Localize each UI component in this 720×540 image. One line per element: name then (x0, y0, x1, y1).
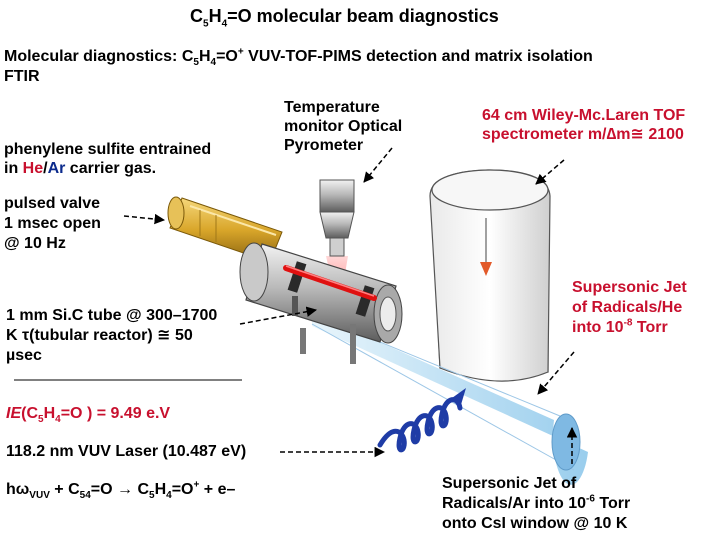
vuv-laser-wave (380, 400, 460, 450)
laser-label: 118.2 nm VUV Laser (10.487 eV) (6, 443, 247, 460)
phenylene-label: phenylene sulfite entrained in He/Ar carrier gas. (4, 141, 212, 177)
tof-cylinder (430, 170, 550, 381)
reaction-label: $h\omega_{VUV} + C_{54}=O \to C_5H_4=O^+ + e-$ (6, 479, 236, 502)
jet-he-label: Supersonic Jet of Radicals/He into $10^{-8}$ Torr (572, 279, 687, 336)
tube-label: 1 mm Si.C tube @ 300–1700 K τ(tubular reactor) ≅ 50 µsec (6, 307, 218, 364)
arrow-valve (124, 216, 164, 220)
subtitle-line2: FTIR (4, 68, 40, 85)
subtitle: Molecular diagnostics: $C_5H_4=O^+$ VUV-TOF-PIMS detection and matrix isolation (4, 46, 593, 69)
valve-label: pulsed valve 1 msec open @ 10 Hz (4, 195, 101, 252)
jet-ar-label: Supersonic Jet of Radicals/Ar into $10^{-6}$ Torr onto CsI window @ 10 K (442, 475, 631, 532)
pyrometer-label: Temperature monitor Optical Pyrometer (284, 99, 403, 154)
ie-label: $IE(C_5H_4=O$ ) = 9.49 e.V (6, 405, 171, 426)
tof-label: 64 cm Wiley-Mc.Laren TOF spectrometer m/∆m≅ 2100 (482, 107, 686, 143)
page-title: $C_5H_4=O$ molecular beam diagnostics (190, 6, 499, 30)
